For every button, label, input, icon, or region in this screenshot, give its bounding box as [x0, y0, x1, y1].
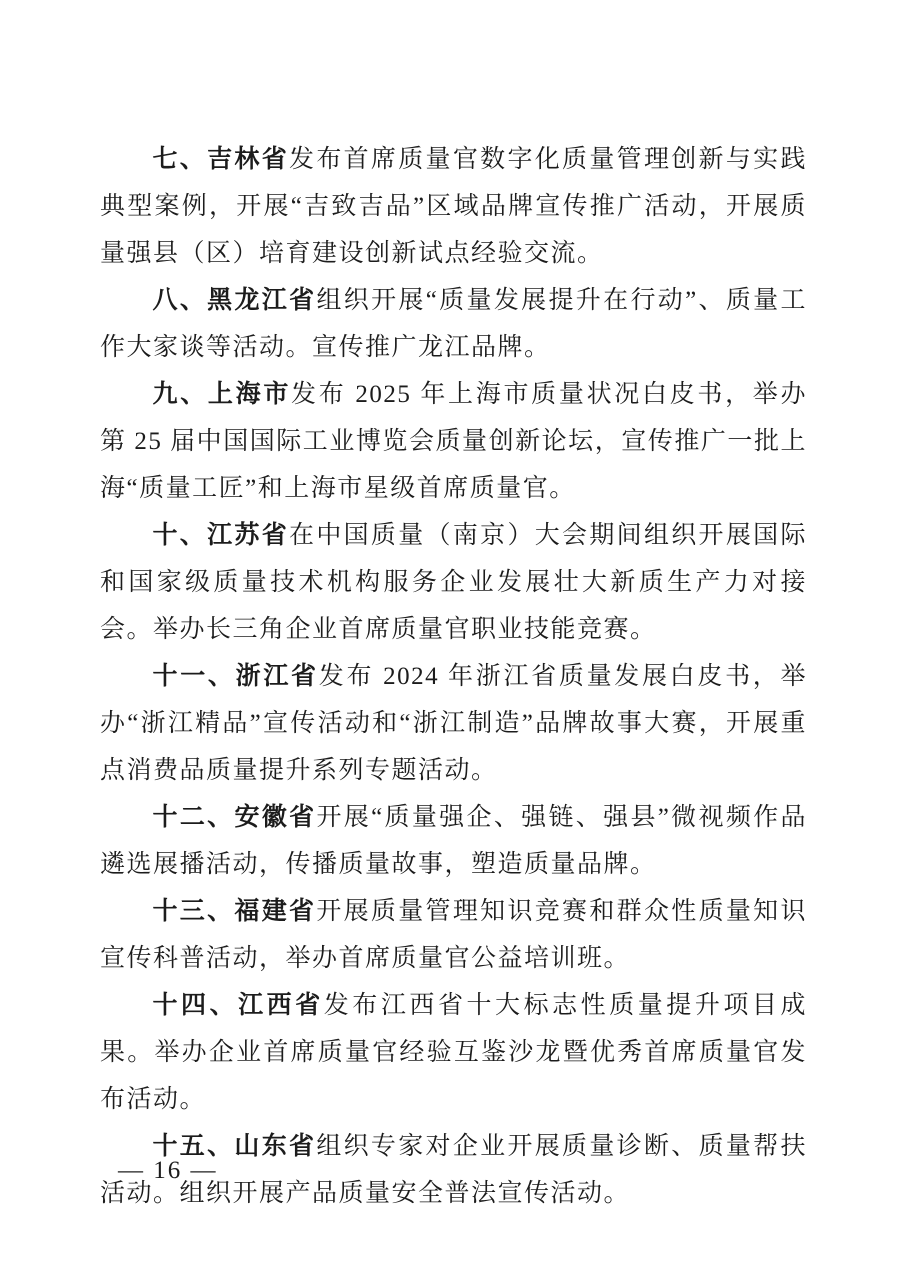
paragraph-jiangsu: [100, 512, 807, 653]
paragraph-fujian: [100, 888, 807, 982]
paragraph-text: 开展质量管理知识竞赛和群众性质量知识宣传科普活动，举办首席质量官公益培训班。: [100, 898, 807, 972]
paragraph-lead: 八、黑龙江省: [152, 287, 317, 314]
paragraph-text: 在中国质量（南京）大会期间组织开展国际和国家级质量技术机构服务企业发展壮大新质生产力对接会。举办长三角企业首席质量官职业技能竞赛。: [100, 522, 807, 643]
document-body: [100, 136, 807, 1217]
paragraph-text: 发布 2025 年上海市质量状况白皮书，举办第 25 届中国国际工业博览会质量创新论坛，宣传推广一批上海“质量工匠”和上海市星级首席质量官。: [100, 381, 807, 502]
paragraph-heilongjiang: [100, 277, 807, 371]
paragraph-lead: 十一、浙江省: [152, 663, 319, 690]
paragraph-text: 组织开展“质量发展提升在行动”、质量工作大家谈等活动。宣传推广龙江品牌。: [100, 287, 807, 361]
paragraph-lead: 七、吉林省: [152, 146, 290, 173]
paragraph-zhejiang: [100, 653, 807, 794]
paragraph-text: 发布江西省十大标志性质量提升项目成果。举办企业首席质量官经验互鉴沙龙暨优秀首席质量官发布活动。: [100, 992, 807, 1113]
paragraph-jilin: [100, 136, 807, 277]
paragraph-text: 开展“质量强企、强链、强县”微视频作品遴选展播活动，传播质量故事，塑造质量品牌。: [100, 804, 807, 878]
page-number: — 16 —: [118, 1157, 218, 1184]
paragraph-lead: 九、上海市: [152, 381, 292, 408]
paragraph-lead: 十、江苏省: [152, 522, 290, 549]
paragraph-text: 发布 2024 年浙江省质量发展白皮书，举办“浙江精品”宣传活动和“浙江制造”品牌故事大赛，开展重点消费品质量提升系列专题活动。: [100, 663, 807, 784]
paragraph-text: 发布首席质量官数字化质量管理创新与实践典型案例，开展“吉致吉品”区域品牌宣传推广活动，开展质量强县（区）培育建设创新试点经验交流。: [100, 146, 807, 267]
paragraph-lead: 十三、福建省: [152, 898, 317, 925]
paragraph-lead: 十二、安徽省: [152, 804, 317, 831]
paragraph-shanghai: [100, 371, 807, 512]
paragraph-lead: 十四、江西省: [152, 992, 324, 1019]
paragraph-jiangxi: [100, 982, 807, 1123]
paragraph-lead: 十五、山东省: [152, 1133, 317, 1160]
paragraph-text: 组织专家对企业开展质量诊断、质量帮扶活动。组织开展产品质量安全普法宣传活动。: [100, 1133, 807, 1207]
paragraph-anhui: [100, 794, 807, 888]
